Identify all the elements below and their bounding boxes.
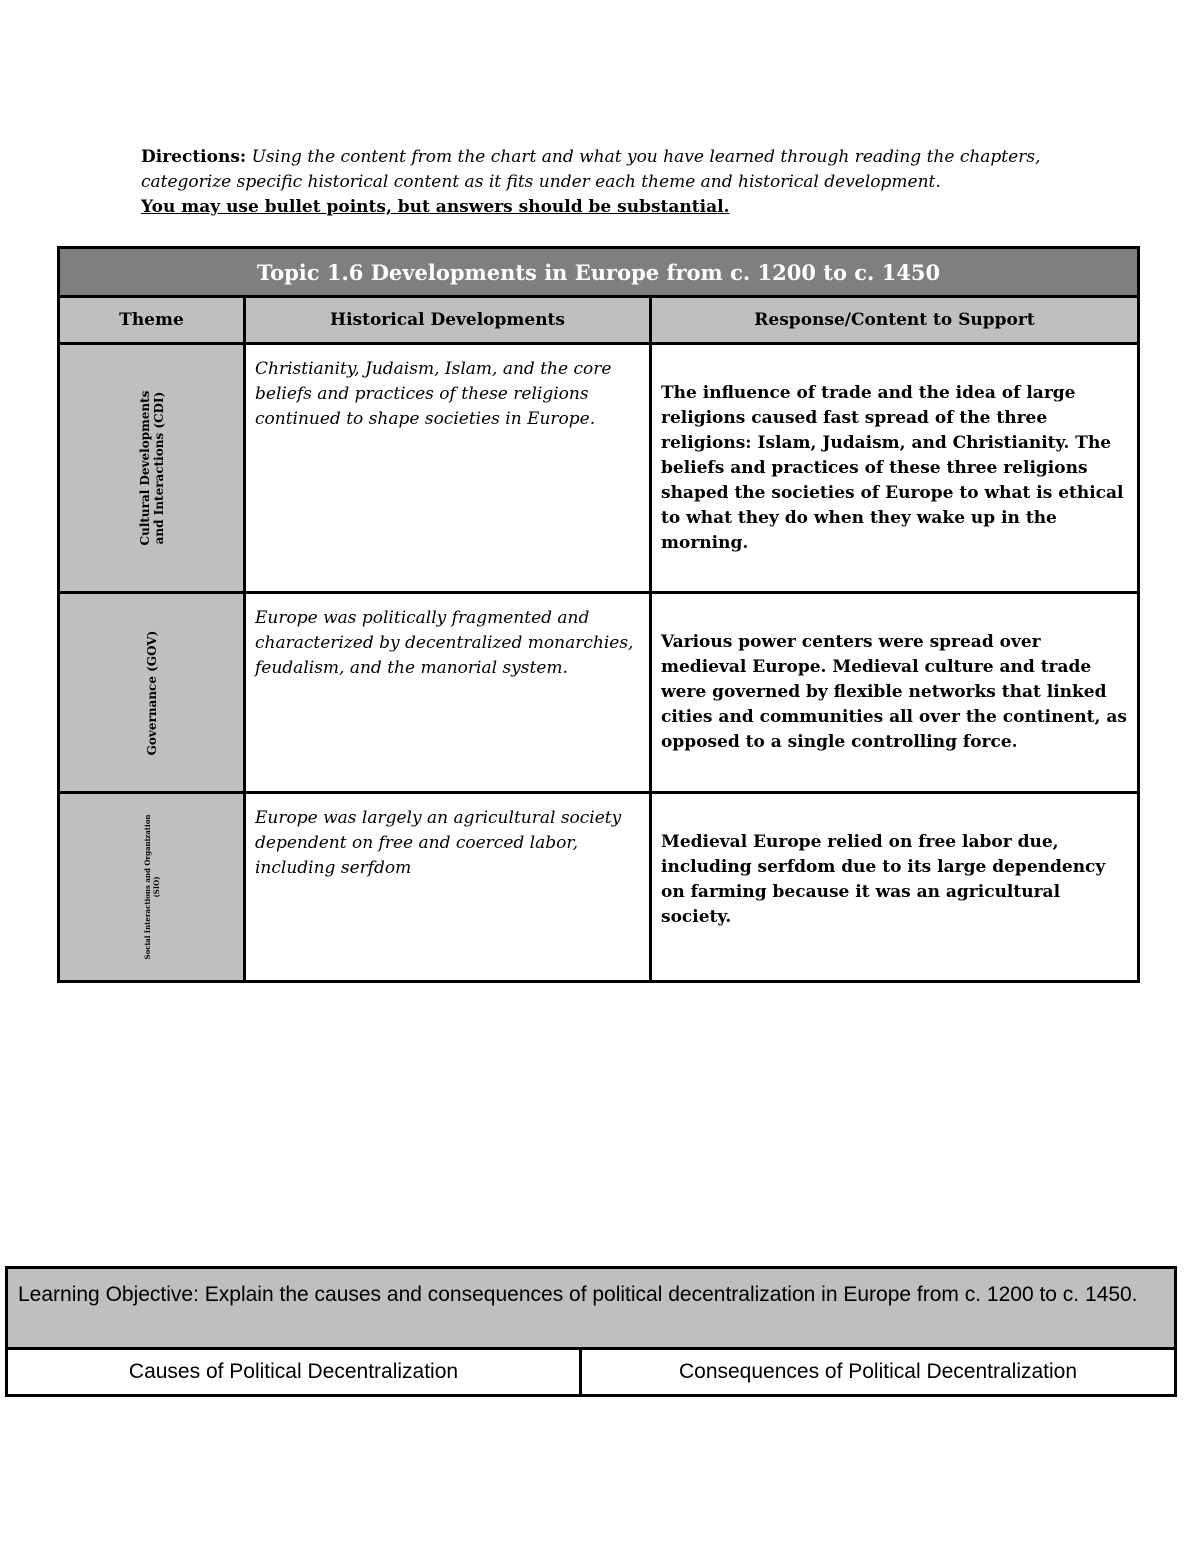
development-cell-cdi: Christianity, Judaism, Islam, and the core beliefs and practices of these religions continued to shape societies in Europe. [245,344,651,593]
directions-instructions: Using the content from the chart and what you have learned through reading the chapters, categorize specific historical content as it fits under each theme and historical development. [141,147,1041,192]
cause-consequence-header-row [7,1349,1176,1396]
theme-label-sio: Social Interactions and Organization (SIO) [142,814,161,960]
header-response: Response/Content to Support [651,297,1139,344]
header-theme: Theme [59,297,245,344]
topic-table [57,246,1140,983]
directions-note: You may use bullet points, but answers should be substantial. [141,197,730,217]
theme-cell-sio [59,793,245,982]
directions-block [141,145,1101,220]
table-row-gov [59,593,1139,793]
response-cell-cdi[interactable]: The influence of trade and the idea of large religions caused fast spread of the three religions: Islam, Judaism, and Christianity. The beliefs and practices of these three religions shaped the societies of Europe to what is ethical to what they do when they wake up in the morning. [651,344,1139,593]
consequences-header: Consequences of Political Decentralization [581,1349,1176,1396]
header-developments: Historical Developments [245,297,651,344]
development-cell-sio: Europe was largely an agricultural society dependent on free and coerced labor, including serfdom [245,793,651,982]
column-header-row [59,297,1139,344]
theme-label-cdi: Cultural Developments and Interactions (CDI) [137,390,166,546]
learning-objective-text: Learning Objective: Explain the causes and consequences of political decentralization in Europe from c. 1200 to c. 1450. [7,1268,1176,1349]
topic-title-row [59,248,1139,297]
response-cell-sio[interactable]: Medieval Europe relied on free labor due, including serfdom due to its large dependency on farming because it was an agricultural society. [651,793,1139,982]
directions-label: Directions: [141,147,247,167]
learning-objective-row [7,1268,1176,1349]
table-row-cdi [59,344,1139,593]
theme-cell-gov [59,593,245,793]
topic-title: Topic 1.6 Developments in Europe from c. 1200 to c. 1450 [59,248,1139,297]
learning-objective-table [5,1266,1177,1397]
development-cell-gov: Europe was politically fragmented and characterized by decentralized monarchies, feudalism, and the manorial system. [245,593,651,793]
causes-header: Causes of Political Decentralization [7,1349,581,1396]
response-cell-gov[interactable]: Various power centers were spread over medieval Europe. Medieval culture and trade were governed by flexible networks that linked cities and communities all over the continent, as opposed to a single controlling force. [651,593,1139,793]
theme-label-gov: Governance (GOV) [144,630,159,756]
table-row-sio [59,793,1139,982]
theme-cell-cdi [59,344,245,593]
